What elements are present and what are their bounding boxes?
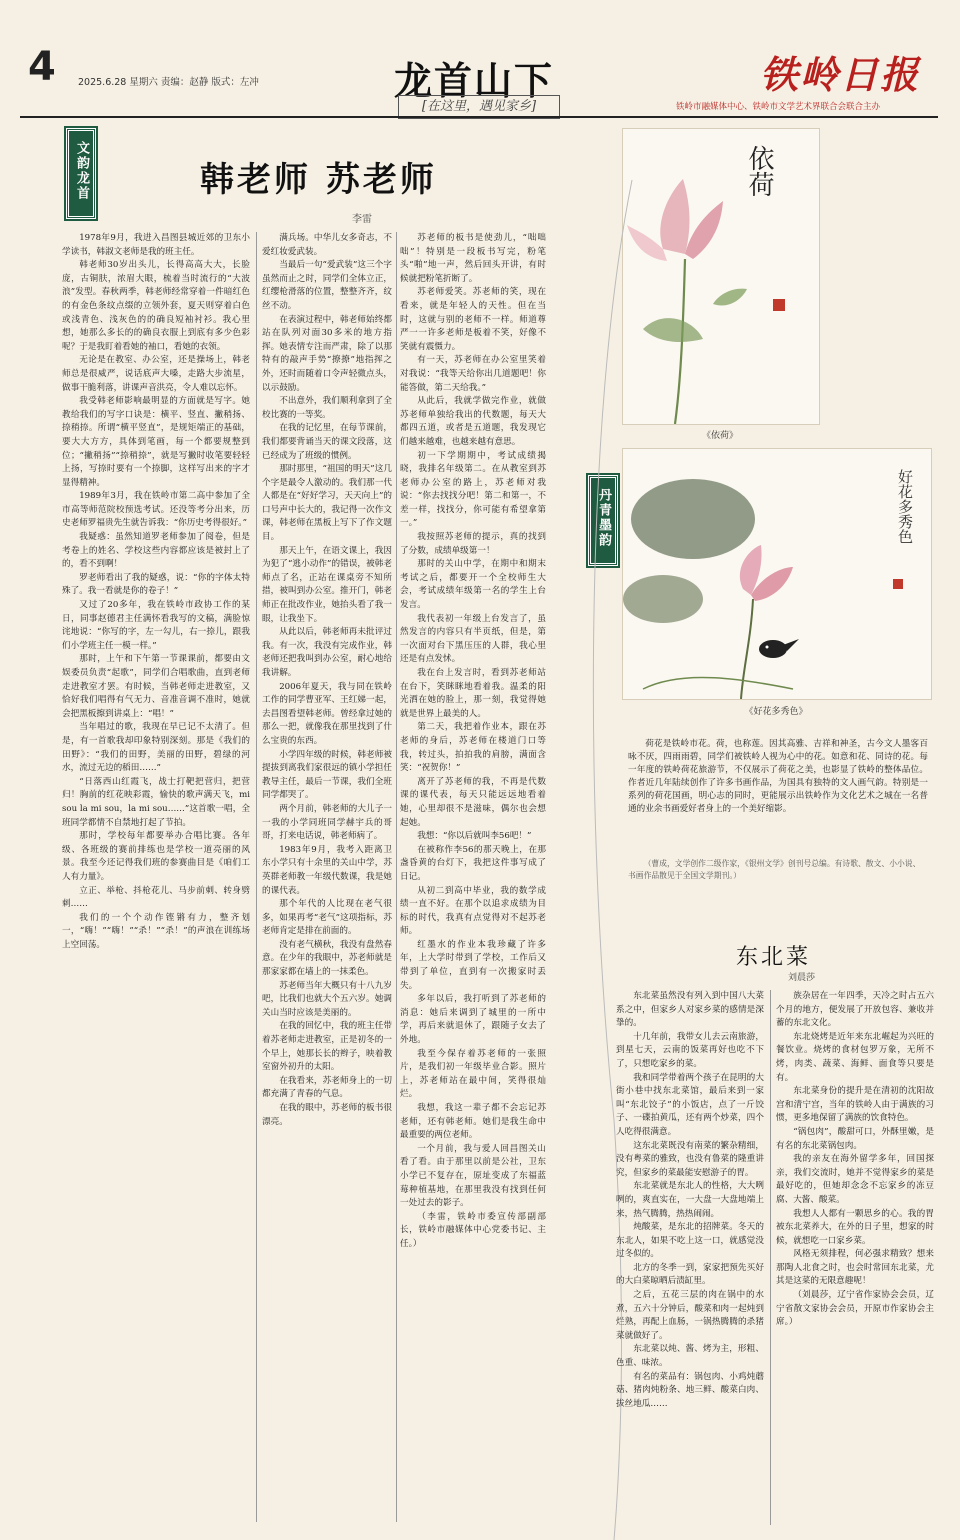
- section-tag-left-label: 文韵龙首: [74, 141, 89, 201]
- column-title: 龙首山下: [394, 59, 555, 103]
- paragraph: “锅包肉”，酸甜可口，外酥里嫩，是有名的东北菜锅包肉。: [776, 1126, 934, 1151]
- paragraph: 东北菜虽然没有列入到中国八大菜系之中，但家乡人对家乡菜的感情是深挚的。: [616, 991, 764, 1029]
- paragraph: 当最后一句“爱武装”这三个字虽然而止之时，同学们全体立正，红缨枪滑落的位置，整整齐齐，纹丝不动。: [262, 260, 392, 311]
- section-tag-left: [66, 128, 96, 219]
- paragraph: 没有老气横秋，我没有盘然春意。在少年的我眼中，苏老师就是那家家都在墙上的一抹柔色。: [262, 939, 392, 978]
- paragraph: 从此后，我就学做完作业，就做苏老师单独给我出的代数题，每天大都四五道，或者是五道题，我发现它们越来越难，也越来越有意思。: [400, 396, 546, 447]
- paragraph: 第二天，我把着作业本，跟在苏老师的身后，苏老师在楼道门口等我，转过头，拍拍我的肩膀，满面含笑：“祝贺你！”: [400, 722, 546, 774]
- painting-1-inscription: 依荷: [744, 145, 774, 197]
- paragraph: 在我的眼中，苏老师的板书很漂亮。: [262, 1103, 392, 1127]
- article-title: 韩老师 苏老师: [200, 160, 437, 200]
- paragraph: （刘晨莎，辽宁省作家协会会员，辽宁省散文家协会会员，开原市作家协会主席。）: [776, 1290, 934, 1328]
- paragraph: 苏老师爱笑。苏老师的笑，现在看来，就是年轻人的天性。但在当时，这就与别的老师不一样。师道尊严一一许多老师是板着不笑，好像不笑就有震慑力。: [400, 287, 546, 352]
- section-tag-right-label: 丹青墨韵: [596, 488, 611, 548]
- date-info: 2025.6.28 星期六 责编：赵静 版式：左冲: [78, 77, 259, 88]
- paragraph: 多年以后，我打听到了苏老师的消息：她后来调到了城里的一所中学，再后来就退休了，跟随子女去了外地。: [400, 994, 546, 1046]
- paragraph: 我疑惑：虽然知道罗老师参加了阅卷，但是考卷上的姓名、学校这些内容都应该是被封上了的，看不到啊！: [62, 532, 250, 570]
- paragraph: 我想人人都有一颗思乡的心。我的胃被东北菜养大，在外的日子里，想家的时候，就想吃一口家乡菜。: [776, 1208, 934, 1246]
- article-column-1: [62, 232, 250, 1522]
- paragraph: 从初二到高中毕业，我的数学成绩一直不好。在那个以追求成绩为目标的时代，我真有点觉得对不起苏老师。: [400, 885, 546, 937]
- paragraph: 在我的回忆中，我的班主任带着苏老师走进教室，正是初冬的一个早上，她那长长的辫子，映着教室窗外初升的太阳。: [262, 1021, 392, 1073]
- paragraph: 东北烧烤是近年来东北崛起为兴旺的餐饮业。烧烤的食材包罗万象，无所不烤，肉类、蔬菜、海鲜、面食等只要是有。: [776, 1031, 934, 1083]
- side-column-2: [776, 990, 934, 1525]
- paragraph: 族杂居在一年四季，天冷之时占五六个月的地方，便发展了开放包容、兼收并蓄的东北文化。: [776, 991, 934, 1029]
- paragraph: 在表演过程中，韩老师始终都站在队列对面30多米的地方指挥。她表情专注而严肃，除了以那特有的敲声手势“撩撩”地指挥之外，还时而随着口令声轻微点头，以示鼓励。: [262, 314, 392, 393]
- paragraph: 初一下学期期中，考试成绩揭晓，我排名年级第二。在从教室到苏老师办公室的路上，苏老师对我说：“你去找找分吧！第二和第一，不差一样，找找分，你可能有希望拿第一。”: [400, 450, 546, 529]
- column-divider: [770, 990, 771, 1525]
- paragraph: 有一天，苏老师在办公室里笑着对我说：“我等天给你出几道题吧！你能答做，第二天给我。”: [400, 355, 546, 393]
- column-slogan: [在这里，遇见家乡]: [398, 95, 560, 119]
- painting-1-caption: 《依荷》: [701, 431, 738, 441]
- paragraph: 我代表初一年级上台发言了，虽然发言的内容只有半页纸，但是，第一次面对台下黑压压的人群，我心里还是有点发怵。: [400, 613, 546, 665]
- paragraph: 罗老师看出了我的疑惑，说：“你的字体太特殊了。我一看就是你的卷子！”: [62, 572, 250, 597]
- paragraph: 无论是在教室、办公室，还是操场上，韩老师总是很威严，说话底声大嗓，走路大步流星，做事干脆利落，讲课声音洪亮，令人难以忘怀。: [62, 355, 250, 393]
- paragraph: 1978年9月，我进入昌图县城近郊的卫东小学读书，韩淑文老师是我的班主任。: [62, 233, 250, 257]
- paragraph: 两个月前，韩老师的大儿子一一我的小学同班同学赫宇兵的哥哥，打来电话说，韩老师病了。: [262, 803, 392, 842]
- paragraph: 小学四年级的时候，韩老师被提拔到离我们家很远的镇小学担任教导主任，最后一节课，我们全班同学都哭了。: [262, 749, 392, 801]
- paragraph: 我想：“你以后就叫李56吧！”: [417, 831, 532, 842]
- paragraph: 那时那里，“祖国的明天”这几个字是最令人激动的。我们那一代人都是在“好好学习，天天向上”的口号声中长大的，我记得一次作文课，韩老师在黑板上写下了作文题目。: [262, 464, 392, 543]
- paragraph: 红墨水的作业本我珍藏了许多年，上大学时带到了学校，工作后又带到了单位，直到有一次搬家时丢失。: [400, 939, 546, 991]
- paragraph: 2006年夏天，我与同在铁岭工作的同学曹亚军、王红娣一起，去昌图看望韩老师。曾经拿过她的那么一把，就像我在那里找到了什么宝贵的东西。: [262, 681, 392, 746]
- paragraph: 苏老师当年大概只有十八九岁吧，比我们也就大个五六岁。她调关山当时应该是美丽的。: [262, 980, 392, 1018]
- paragraph: 一个月前，我与爱人回昌图关山看了看。由于那里以前是公社，卫东小学已不复存在，原址变成了东福蓝莓种植基地，在那里我没有找到任何一处过去的影子。: [400, 1143, 546, 1209]
- paragraph: 我想，我这一辈子都不会忘记苏老师，还有韩老师。她们是我生命中最重要的两位老师。: [400, 1103, 546, 1141]
- paragraph: 我和同学带着两个孩子在昆明的大街小巷中找东北菜馆，最后来到一家叫“东北饺子”的小饭店，点了一斤饺子、一碟拍黄瓜，还有两个炒菜，四个人吃得很满意。: [616, 1072, 764, 1137]
- paragraph: 我们的一个个动作铿锵有力，整齐划一，“嗨！”“嗨！”“杀！”“杀！”的声浪在训练场上空回荡。: [62, 912, 250, 950]
- paragraph: 那时的关山中学，在期中和期末考试之后，都要开一个全校师生大会，考试成绩年级第一名的学生上台发言。: [400, 559, 546, 611]
- painting-lotus-1: [622, 128, 820, 425]
- lotus-painting-art: [623, 129, 819, 424]
- paragraph: 之后，五花三层的肉在锅中的水煮，五六十分钟后，酸菜和肉一起炖到烂熟，再配上血肠，一锅热腾腾的杀猪菜就做好了。: [616, 1290, 764, 1341]
- paragraph: “日落西山红霞飞，战士打靶把营归，把营归！胸前的红花映彩霞，愉快的歌声满天飞，mi sou la mi sou，la mi sou……”这首歌一唱，全班同学都情不自禁地打起了节拍。: [62, 776, 250, 828]
- paragraph: 1989年3月，我在铁岭市第二高中参加了全市高等师范院校预选考试。还没等考分出来，历史老师罗福贵先生就告诉我：“你历史考得很好。”: [62, 491, 250, 529]
- paragraph: 那个年代的人比现在老气很多，如果再考“老气”这项指标，苏老师肯定是排在前面的。: [262, 899, 392, 937]
- paragraph: 我至今保存着苏老师的一张照片，是我们初一年级毕业合影。照片上，苏老师站在最中间，笑得很灿烂。: [400, 1048, 546, 1100]
- red-seal-icon: [773, 299, 785, 311]
- paragraph: 离开了苏老师的我，不再是代数课的课代表，每天只能远远地看着她，心里却很不是滋味，偶尔也会想起她。: [400, 776, 546, 828]
- paragraph: 炖酸菜，是东北的招牌菜。冬天的东北人，如果不吃上这一口，就感觉没过冬似的。: [616, 1222, 764, 1260]
- paragraph: 韩老师30岁出头儿，长得高高大大，长脸庞，古铜肤，浓眉大眼，梳着当时流行的“大波浪”发型。春秋两季，韩老师经常穿着一件暗红色的有金色条纹点缀的立领外套，夏天则穿着白色或浅青色、浅灰色的的确良短袖衬衫。我心里想，她那么多长的的确良衣服上到底有多少色彩呢？于是我盯着看她的袖口，看她的衣领。: [62, 260, 250, 352]
- paragraph: 满兵场。中华儿女多奇志，不爱红妆爱武装。: [262, 233, 392, 257]
- paragraph: 那天上午，在语文课上，我因为犯了“逃小动作”的错误，被韩老师点了名，正站在课桌旁不知所措，被叫到办公室。推开门，韩老师正在批改作业，她抬头看了我一眼，让我坐下。: [262, 545, 392, 624]
- paragraph: 我在台上发言时，看到苏老师站在台下，笑眯眯地看着我。温柔的阳光洒在她的脸上，那一刻，我觉得她就是世界上最美的人。: [400, 668, 546, 719]
- paragraph: 风格无须排程，何必强求精致？想来那陶人北食之时，也会时常回东北菜，尤其是这菜的无限意趣呢！: [776, 1249, 934, 1287]
- paragraph: 苏老师的板书是使劲儿，“咄咄咄”！特别是一段板书写完，粉笔头“啪”地一声，然后回头开讲，有时候就把粉笔折断了。: [400, 233, 546, 284]
- paragraph: （李雷，铁岭市委宣传部副部长，铁岭市融媒体中心党委书记、主任。）: [400, 1211, 546, 1249]
- painting-2-inscription: 好花多秀色: [896, 469, 914, 544]
- newspaper-brand: 铁岭日报: [760, 52, 921, 97]
- paragraph: 当年唱过的歌，我现在早已记不太清了。但是，有一首歌我却印象特别深刻。那是《我们的田野》：“我们的田野，美丽的田野，碧绿的河水，流过无边的稻田……”: [62, 722, 250, 774]
- paragraph: 北方的冬季一到，家家把预先买好的大白菜晾晒后渍缸里。: [616, 1262, 764, 1287]
- paragraph: 又过了20多年，我在铁岭市政协工作的某日，同事赵德君主任满怀看我写的文稿，满脸惊诧地说：“你写的字，左一勾儿，右一捺儿，跟我们小学班主任一模一样。”: [62, 600, 250, 651]
- side-article-title: 东北菜: [736, 945, 812, 970]
- paragraph: 东北菜以炖、酱、烤为主，形粗、色重、味浓。: [616, 1344, 764, 1369]
- paragraph: 不出意外，我们顺利拿到了全校比赛的一等奖。: [262, 396, 392, 420]
- paragraph: 东北菜就是东北人的性格，大大咧咧的，爽直实在，一大盘一大盘地端上来，热气腾腾，热热闹闹。: [616, 1181, 764, 1219]
- paragraph: 我受韩老师影响最明显的方面就是写字。她教给我们的写字口诀是：横平、竖直、撇稍扬、捺稍捺。所谓“横平竖直”，是规矩端正的基础，要大大方方，具体到笔画，每一个都要规整到位；“撇稍扬”“捺稍捺”，就是写撇时收笔要轻轻上扬，写捺时要有一个捺脚，这样写出来的字才显得精神。: [62, 396, 250, 488]
- painting-2-caption: 《好花多秀色》: [744, 707, 808, 717]
- art-description: 荷花是铁岭市花。荷，也称莲。因其高雅、吉祥和神圣，古今文人墨客百咏不厌，四雨雨碧，同学们被铁岭人视为心中的花。如意和花、同诗的花。每一年度的铁岭荷花旅游节，不仅展示了荷花之美，也影显了铁岭的整体品位。作者近几年陆续创作了许多书画作品，为国具有独特的文人画气韵。特别是一系列的荷花国画，明心志的同时，更能展示出铁岭作为文化艺术之城在一名普通的业余书画爱好者身上的一个美好缩影。: [628, 739, 928, 814]
- article-author: 李雷: [352, 214, 372, 225]
- paragraph: 我按照苏老师的提示，真的找到了分数，成绩单级第一！: [400, 532, 546, 556]
- column-divider: [256, 232, 257, 1522]
- paragraph: 在被称作李56的那天晚上，在那盏昏黄的台灯下，我把这件事写成了日记。: [400, 844, 546, 882]
- red-seal-icon: [893, 579, 903, 589]
- brand-subtitle: 铁岭市融媒体中心、铁岭市文学艺术界联合会联合主办: [676, 102, 881, 112]
- side-article-author: 刘晨莎: [788, 973, 816, 983]
- paragraph: 这东北菜既没有南菜的繁杂精细，没有粤菜的雅致，也没有鲁菜的隆重讲究，但家乡的菜最能安慰游子的胃。: [616, 1140, 764, 1178]
- header-rule: [20, 116, 938, 118]
- page-number: 4: [28, 44, 56, 90]
- paragraph: 有名的菜品有：锅包肉、小鸡炖蘑菇、猪肉炖粉条、地三鲜、酸菜白肉、拔丝地瓜……: [616, 1371, 764, 1409]
- paragraph: 东北菜身份的提升是在清初的沈阳故宫和清宁宫，当年的铁岭人由于满族的习惯，更多地保留了满族的饮食特色。: [776, 1086, 934, 1124]
- side-column-1: [616, 990, 764, 1525]
- paragraph: 那时，上午和下午第一节课课前，都要由文娱委员负责“起歌”，同学们合唱歌曲，直到老师走进教室才罢。有时候，当韩老师走进教室，又恰好我们唱得有气无力、音准音调不准时，她就会把黑板擦到讲桌上：“唱！”: [62, 654, 250, 719]
- article-column-3: [400, 232, 546, 1522]
- paragraph: 我的亲友在海外留学多年，回国探亲，我们交流时，她并不觉得家乡的菜是最好吃的，但她却念念不忘家乡的冻豆腐、大酱、酸菜。: [776, 1154, 934, 1205]
- paragraph: 那时，学校每年都要举办合唱比赛。各年级、各班级的赛前排练也是学校一道亮丽的风景。我至今还记得我们班的参赛曲目是《咱们工人有力量》。: [62, 831, 250, 882]
- paragraph: 从此以后，韩老师再未批评过我。有一次，我没有完成作业，韩老师还把我叫到办公室，耐心地给我讲解。: [262, 627, 392, 678]
- article-column-2: [262, 232, 392, 1522]
- paragraph: 立正、举枪、抖枪花儿、马步前刺、转身劈刺……: [62, 885, 250, 910]
- painting-lotus-2: [622, 448, 932, 700]
- column-divider: [396, 232, 397, 1522]
- paragraph: 十几年前，我带女儿去云南旅游，到星七天，云南的饭菜再好也吃不下了，只想吃家乡的菜。: [616, 1031, 764, 1069]
- paragraph: 在我的记忆里，在每节课前，我们都要背诵当天的课文段落，这已经成为了班级的惯例。: [262, 423, 392, 461]
- lotus-bird-painting-art: [623, 449, 931, 699]
- art-description-note: （曹成，文学创作二级作家，《银州文学》创刊号总编。有诗歌、散文、小小说、书画作品散见于全国文学期刊。）: [628, 859, 921, 880]
- paragraph: 1983年9月，我考入距离卫东小学只有十余里的关山中学，苏英群老师教一年级代数课，我是她的课代表。: [262, 844, 392, 896]
- paragraph: 在我看来，苏老师身上的一切都充满了青春的气息。: [262, 1075, 392, 1100]
